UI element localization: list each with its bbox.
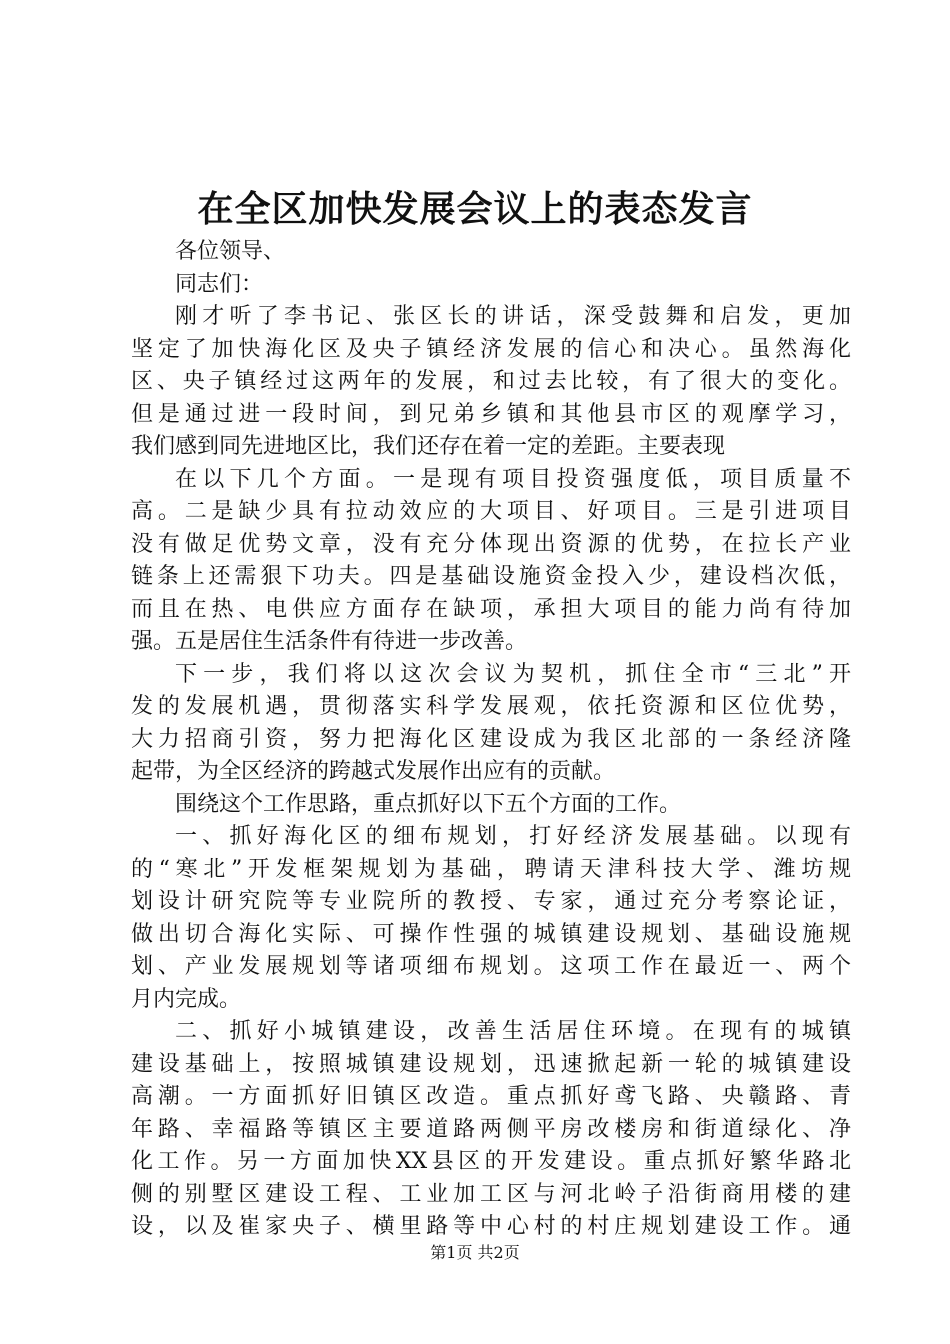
text-line: 二、抓好小城镇建设，改善生活居住环境。在现有的城镇 xyxy=(175,1019,851,1044)
text-line: 刚才听了李书记、张区长的讲话，深受鼓舞和启发，更加 xyxy=(175,304,851,329)
text-line: 的“寒北”开发框架规划为基础，聘请天津科技大学、潍坊规 xyxy=(131,856,851,882)
document-body xyxy=(131,236,851,1244)
text-line: 同志们： xyxy=(175,271,264,297)
text-line: 坚定了加快海化区及央子镇经济发展的信心和决心。虽然海化 xyxy=(131,336,851,362)
text-line: 侧的别墅区建设工程、工业加工区与河北岭子沿街商用楼的建 xyxy=(131,1181,851,1207)
text-line: 设，以及崔家央子、横里路等中心村的村庄规划建设工作。通 xyxy=(131,1214,851,1239)
text-line: 划、产业发展规划等诸项细布规划。这项工作在最近一、两个 xyxy=(131,954,851,979)
text-line: 各位领导、 xyxy=(175,239,286,264)
document-title: 在全区加快发展会议上的表态发言 xyxy=(197,188,753,230)
text-line: 而且在热、电供应方面存在缺项，承担大项目的能力尚有待加 xyxy=(131,596,851,622)
text-line: 发的发展机遇，贯彻落实科学发展观，依托资源和区位优势， xyxy=(131,694,851,719)
text-line: 区、央子镇经过这两年的发展，和过去比较，有了很大的变化。 xyxy=(131,369,851,394)
text-line: 划设计研究院等专业院所的教授、专家，通过充分考察论证， xyxy=(131,889,851,914)
text-line: 高。二是缺少具有拉动效应的大项目、好项目。三是引进项目 xyxy=(131,499,851,524)
text-line: 一、抓好海化区的细布规划，打好经济发展基础。以现有 xyxy=(175,824,851,849)
text-line: 强。五是居住生活条件有待进一步改善。 xyxy=(131,629,528,654)
text-line: 大力招商引资，努力把海化区建设成为我区北部的一条经济隆 xyxy=(131,726,851,752)
text-line: 没有做足优势文章，没有充分体现出资源的优势，在拉长产业 xyxy=(131,531,851,557)
text-line: 起带，为全区经济的跨越式发展作出应有的贡献。 xyxy=(131,759,616,784)
text-line: 年路、幸福路等镇区主要道路两侧平房改楼房和街道绿化、净 xyxy=(131,1116,851,1142)
text-line: 围绕这个工作思路，重点抓好以下五个方面的工作。 xyxy=(175,791,682,817)
text-line: 建设基础上，按照城镇建设规划，迅速掀起新一轮的城镇建设 xyxy=(131,1051,851,1077)
page-footer: 第1页 共2页 xyxy=(430,1243,520,1262)
text-line: 高潮。一方面抓好旧镇区改造。重点抓好鸢飞路、央赣路、青 xyxy=(131,1084,851,1109)
text-line: 下一步，我们将以这次会议为契机，抓住全市“三北”开 xyxy=(175,661,851,687)
text-line: 在以下几个方面。一是现有项目投资强度低，项目质量不 xyxy=(175,466,851,492)
text-line: 做出切合海化实际、可操作性强的城镇建设规划、基础设施规 xyxy=(131,921,851,947)
text-line: 化工作。另一方面加快XX县区的开发建设。重点抓好繁华路北 xyxy=(131,1149,851,1174)
text-line: 我们感到同先进地区比，我们还存在着一定的差距。主要表现 xyxy=(131,434,726,459)
text-line: 链条上还需狠下功夫。四是基础设施资金投入少，建设档次低， xyxy=(131,564,851,589)
text-line: 但是通过进一段时间，到兄弟乡镇和其他县市区的观摩学习， xyxy=(131,401,851,427)
text-line: 月内完成。 xyxy=(131,986,242,1012)
